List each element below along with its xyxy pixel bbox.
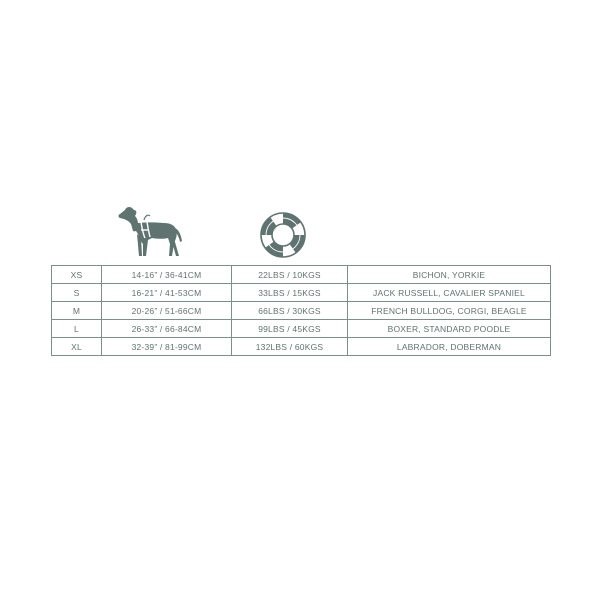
measure-cell: 32-39” / 81-99CM [102,338,232,356]
size-cell: L [52,320,102,338]
measure-cell: 20-26” / 51-66CM [102,302,232,320]
size-table [51,265,551,356]
breeds-cell: FRENCH BULLDOG, CORGI, BEAGLE [348,302,551,320]
weight-cell: 33LBS / 15KGS [232,284,348,302]
table-row [52,266,551,284]
breeds-cell: JACK RUSSELL, CAVALIER SPANIEL [348,284,551,302]
size-cell: XL [52,338,102,356]
table-row [52,338,551,356]
dog-harness-icon [118,204,184,260]
measure-cell: 14-16” / 36-41CM [102,266,232,284]
breeds-cell: BICHON, YORKIE [348,266,551,284]
life-ring-icon [258,210,308,260]
breeds-cell: LABRADOR, DOBERMAN [348,338,551,356]
size-cell: S [52,284,102,302]
size-cell: XS [52,266,102,284]
weight-cell: 22LBS / 10KGS [232,266,348,284]
weight-cell: 66LBS / 30KGS [232,302,348,320]
table-row [52,302,551,320]
measure-cell: 26-33” / 66-84CM [102,320,232,338]
table-row [52,320,551,338]
size-cell: M [52,302,102,320]
measure-cell: 16-21” / 41-53CM [102,284,232,302]
table-row [52,284,551,302]
weight-cell: 132LBS / 60KGS [232,338,348,356]
weight-cell: 99LBS / 45KGS [232,320,348,338]
breeds-cell: BOXER, STANDARD POODLE [348,320,551,338]
